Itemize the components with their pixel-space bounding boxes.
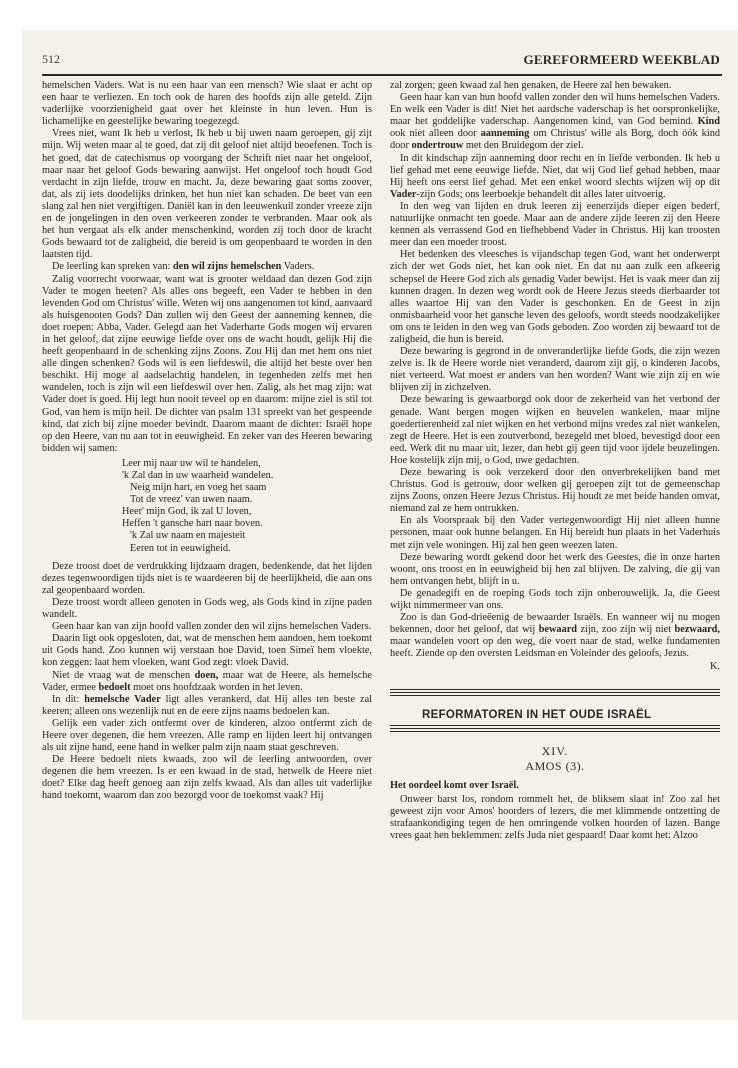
paragraph: Niet de vraag wat de menschen doen, maar wat de Heere, als hemelsche Vader, ermee bedoelt moet ons hoofdzaak worden in het leven.	[42, 669, 372, 693]
paragraph: Deze bewaring wordt gekend door het werk des Geestes, die in onze harten woont, ons troost en in eeuwigheid bij hen zal blijven. De zalving, die gij van hem ontvangen hebt, blijft in u.	[390, 551, 720, 587]
rule-line	[390, 731, 720, 732]
right-column	[390, 80, 720, 842]
section-header	[390, 687, 720, 737]
article-number: XIV.	[541, 743, 569, 758]
paragraph: Gelijk een vader zich ontfermt over de kinderen, alzoo ontfermt zich de Heere over degenen, die hem vreezen. Alle ramp en lijden leert hij ontvangen als uit zijne hand, eene hand in welker palm zijn naam staat geschreven.	[42, 717, 372, 754]
journal-title: GEREFORMEERD WEEKBLAD	[523, 52, 720, 67]
rule-line	[390, 689, 720, 690]
paragraph: zal zorgen; geen kwaad zal hen genaken, de Heere zal hen bewaken.	[390, 80, 672, 91]
paragraph: In dit kindschap zijn aanneming door recht en in liefde verbonden. Ik heb u lief gehad met eene eeuwige liefde. Niet, dat wij God lief gehad hebben, maar Hij heeft ons eerst lief gehad. Met een enkel woord slechts wijzen wij op dit Vader-zijn Gods; ons leerboekje behandelt dit alles later uitvoerig.	[390, 152, 720, 200]
paragraph: Het bedenken des vleesches is vijandschap tegen God, want het onderwerpt zich der wet Gods niet, het kan ook niet. En dat nu aan zulk een afkeerig schepsel de Heere God zich als genadig Vader bewijst. Het is vaak meer dan zij kunnen dragen. In dezen weg wordt ook de Heere Jezus steeds dierbaarder tot alles waartoe Hij van den Vader is geschonken. En de Geest in zijn onmisbaarheid voor het gansche leven des geloofs, wordt steeds noodzakelijker om ons te leiden in den weg van Gods geboden. Zoo worden zij bewaard tot de zaligheid, die hun is bereid.	[390, 249, 720, 345]
verse-line: 'k Zal uw naam en majesteit	[130, 530, 246, 542]
paragraph: Zalig voorrecht voorwaar, want wat is grooter weldaad dan dezen God zijn Vader te mogen heeten? Als alles ons begeeft, een Vader te hebben in den levenden God om Christus' wille. Weten wij ons aangenomen tot kind, aanvaard als huisgenooten Gods? Dan zullen wij den Geest der aanneming kennen, die doet roepen: Abba, Vader. Gelegd aan het Vaderharte Gods mogen wij ervaren in het geloof, dat zijne eeuwige liefde over ons de wacht houdt, gelijk Hij die heeft geopenbaard in de schenking zijns Zoons. Zou Hij dan met hem ons niet alle dingen schenken? Gods wil is een liefdeswil, die altijd het beste over hen beschikt. Hij moge al aadselachtig handelen, in tegenheden zelfs met hen wandelen, toch is zijn wil een liefdeswil over hen. Zalig, als het mag zijn: wat Vader doet is goed. Hij legt hun nooit teveel op en daarom: mijne ziel is stil tot God, van hem is mijn heil. De dichter van psalm 131 spreekt van het gespeende kind, dat zich bij zijne moeder bevindt. Daarom maant de dichter: Israël hope op den Heere, van nu aan tot in eeuwigheid. En zeker van des Heeren bewaring bidden wij samen:	[42, 273, 372, 454]
rule-line	[390, 692, 720, 693]
verse-line: Eeren tot in eeuwigheid.	[130, 542, 231, 554]
page-number: 512	[42, 52, 60, 66]
top-margin	[0, 0, 738, 30]
left-column	[42, 80, 372, 803]
section-title: REFORMATOREN IN HET OUDE ISRAËL	[418, 709, 655, 721]
paragraph: Deze troost wordt alleen genoten in Gods weg, als Gods kind in zijne paden wandelt.	[42, 596, 372, 621]
paragraph: In den weg van lijden en druk leeren zij eenerzijds dieper eigen bederf, natuurlijke onmacht ten goede. Maar aan de andere zijde leeren zij den Heere kennen als verrassend God en liefhebbend Vader in Christus. Hij kan troosten meer dan een moeder troost.	[390, 200, 720, 249]
sub-heading: Het oordeel komt over Israël.	[390, 779, 519, 791]
author-signature: K.	[709, 660, 720, 672]
paragraph: hemelschen Vaders. Wat is nu een haar van een mensch? Wie slaat er acht op een haar te verliezen. En toch ook de haren des hoofds zijn alle geteld. Zijn vaderlijke voorzienigheid gaat over het kleinste in hun leven. Hun is lichamelijke en geestelijke bewaring toegezegd.	[42, 80, 372, 128]
paragraph: En als Voorspraak bij den Vader vertegenwoordigt Hij niet alleen hunne personen, maar ook hunne belangen. En Hij bereidt hun plaats in het Vaderhuis met zijn vele woningen. Hij zal hen geen weezen laten.	[390, 515, 720, 551]
verse-line: Heffen 't gansche hart naar boven.	[122, 518, 263, 530]
paragraph: De leerling kan spreken van: den wil zijns hemelschen Vaders.	[52, 261, 315, 273]
paragraph: Deze bewaring is gewaarborgd ook door de zekerheid van het verbond der genade. Want bergen mogen wijken en heuvelen wankelen, maar mijne goedertierenheid zal niet wijken en het verbond mijns vredes zal niet wankelen, zegt de Heere. Het is een zoutverbond, bezegeld met bloed, bevestigd door een eed. Werk dit nu maar uit, lezer, dan hebt gij geen tijd voor ijdele beuzelingen. Hoe kostelijk zijn mij, o God, uwe gedachten.	[390, 394, 720, 466]
paragraph: In dit: hemelsche Vader ligt alles verankerd, dat Hij alles ten beste zal keeren; alleen ons wezenlijk nut en de eere zijns naams bedoelen kan.	[42, 693, 372, 717]
paragraph: Daarin ligt ook opgesloten, dat, wat de menschen hem aandoen, hem toekomt uit Gods hand. Zoo kunnen wij verstaan hoe David, toen Simeï hem vloekte, kon zeggen: laat hem vloeken, want God zegt: vloek David.	[42, 633, 372, 669]
paragraph: Deze bewaring is ook verzekerd door den onverbrekelijken band met Christus. God is getrouw, door welken gij geroepen zijt tot de gemeenschap zijns Zoons, onzen Heere Jezus Christus. Hij houdt ze met beide handen omvat, niemand zal ze hem ontrukken.	[390, 467, 720, 515]
verse-line: Neig mijn hart, en voeg het saam	[130, 482, 267, 494]
paragraph: Geen haar kan van hun hoofd vallen zonder den wil huns hemelschen Vaders. En welk een Vader is dit! Niet het aardsche vaderschap is het oorspronkelijke, maar het goddelijke vaderschap. Aangenomen kind, van God bemind. Kind ook niet alleen door aanneming om Christus' wille als Borg, doch óók kind door ondertrouw met den Bruidegom der ziel.	[390, 92, 720, 152]
rule-line	[390, 728, 720, 729]
verse-line: Leer mij naar uw wil te handelen,	[122, 457, 261, 469]
paragraph: Deze bewaring is gegrond in de onveranderlijke liefde Gods, die zijn wezen zelve is. Ik de Heere worde niet veranderd, daarom zijt gij, o kinderen Jacobs, niet verteerd. Wat moest er anders van hen worden? Want wie zijn zij en wie blijven zij in zichzelven.	[390, 346, 720, 394]
paragraph: Geen haar kan van zijn hoofd vallen zonder den wil zijns hemelschen Vaders.	[52, 621, 372, 633]
paragraph: De genadegift en de roeping Gods toch zijn onberouwelijk. Ja, die Geest wijkt nimmermeer van ons.	[390, 587, 720, 612]
header-rule	[42, 74, 722, 76]
article-subtitle: AMOS (3).	[525, 758, 585, 773]
paragraph: Onweer barst los, rondom rommelt het, de bliksem slaat in! Zoo zal het geweest zijn voor Amos' hoorders of lezers, die met klimmende ontzetting de strafaankondiging tegen de hen omringende volken hoorden of lazen. Bange vrees gaat hen beklemmen: zelfs Juda niet gespaard! Daar komt het: Alzoo	[390, 793, 720, 842]
paragraph: De Heere bedoelt niets kwaads, zoo wil de leerling antwoorden, over degenen die hem vreezen. Is er een kwaad in de stad, hetwelk de Heere niet doet? Elke dag heeft genoeg aan zijn zelfs kwaad. Als dan alles uit vaderlijke hand toekomt, waarom dan zoo bezorgd voor de toekomst vaak? Hij	[42, 754, 372, 802]
running-header	[42, 52, 720, 72]
psalm-verse	[122, 458, 372, 555]
verse-line: 'k Zal dan in uw waarheid wandelen.	[122, 470, 274, 481]
verse-line: Heer' mijn God, ik zal U loven,	[122, 506, 252, 518]
rule-line	[390, 725, 720, 726]
paragraph: Deze troost doet de verdrukking lijdzaam dragen, bedenkende, dat het lijden dezes tegenwoordigen tijds niet is te waardeeren bij de heerlijkheid, die aan ons zal geopenbaard worden.	[42, 560, 372, 596]
paragraph: Vrees niet, want Ik heb u verlost, Ik heb u bij uwen naam geroepen, gij zijt mijn. Wij weten maar al te goed, dat zij dit geloof niet altijd beoefenen. Toch is het goed, dat de catechismus op voorgang der Schrift niet naar het ongeloof, maar naar het geloof Gods bewaring aanwijst. Het ongeloof toch houdt God verdacht in zijn liefde, trouw en macht. Ja, deze bewaring gaat soms zoover, dat, als zij iets doodelijks drinken, het hun niet kan schaden. De beet van een slang zal hen niet vergiftigen. Daniël kan in den leeuwenkuil zonder vreeze zijn en de jongelingen in den oven verkeeren zonder te verbranden. Maar ook als het hun vergaat als elk ander menschenkind, worden zij toch door de kracht Gods bewaard tot de zaligheid, die bereid is om geopenbaard te worden in den laatsten tijd.	[42, 128, 372, 261]
rule-line	[390, 695, 720, 696]
verse-line: Tot de vreez' van uwen naam.	[130, 494, 253, 506]
paragraph: Zoo is dan God-drieëenig de bewaarder Israëls. En wanneer wij nu mogen bekennen, door het geloof, dat wij bewaard zijn, zoo zijn wij niet bezwaard, maar wandelen voort op den weg, die voert naar de stad, welke fundamenten heeft. Ziende op den oversten Leidsman en Voleinder des geloofs, Jezus.	[390, 612, 720, 660]
